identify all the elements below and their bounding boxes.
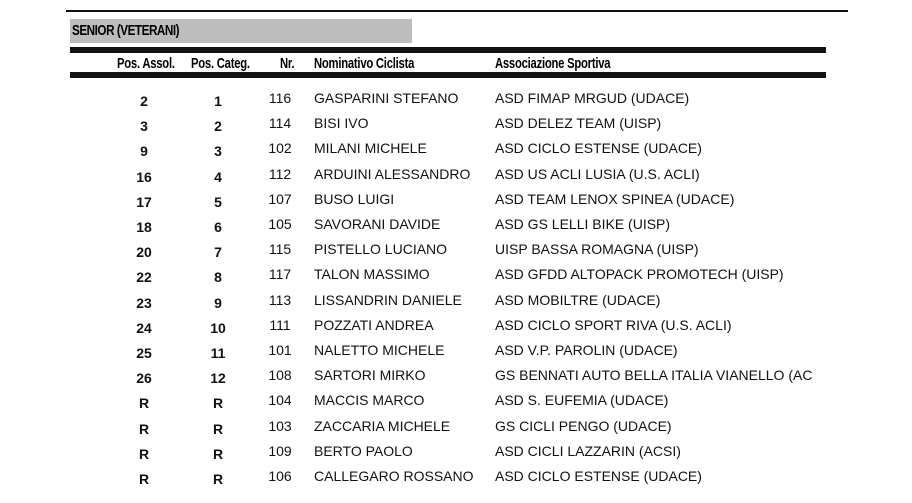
bib-number-cell: 111 <box>269 316 291 333</box>
association-cell: ASD CICLO ESTENSE (UDACE) <box>495 468 702 484</box>
pos-categ-cell: 12 <box>210 370 226 387</box>
pos-assol-cell: R <box>138 420 150 437</box>
pos-assol-cell: 16 <box>136 168 152 185</box>
rider-name-cell: ZACCARIA MICHELE <box>314 417 451 434</box>
pos-assol-cell: R <box>138 445 150 462</box>
association-cell: ASD US ACLI LUSIA (U.S. ACLI) <box>495 165 700 182</box>
pos-assol-cell: 24 <box>136 319 152 336</box>
table-row <box>0 89 912 114</box>
association-cell: ASD TEAM LENOX SPINEA (UDACE) <box>495 190 735 207</box>
bib-number-cell: 106 <box>268 468 292 484</box>
pos-assol-cell: 23 <box>136 294 152 311</box>
rider-name-cell: POZZATI ANDREA <box>314 316 434 333</box>
table-row <box>0 442 912 467</box>
pos-categ-cell: 4 <box>214 168 222 185</box>
pos-assol-cell: 20 <box>136 244 152 261</box>
rider-name-cell: MACCIS MARCO <box>314 392 425 409</box>
pos-categ-cell: R <box>212 420 224 437</box>
bib-number-cell: 107 <box>268 190 292 207</box>
rider-name-cell: SAVORANI DAVIDE <box>314 216 441 232</box>
pos-assol-cell: 9 <box>140 143 148 160</box>
header-pos-assol: Pos. Assol. <box>117 55 175 72</box>
pos-categ-cell: R <box>212 471 224 487</box>
table-row <box>0 316 912 341</box>
pos-assol-cell: R <box>138 395 150 412</box>
table-row <box>0 291 912 316</box>
pos-assol-cell: R <box>138 471 150 487</box>
bib-number-cell: 108 <box>268 367 292 384</box>
pos-categ-cell: 7 <box>214 244 222 261</box>
pos-categ-cell: R <box>212 395 224 412</box>
rider-name-cell: PISTELLO LUCIANO <box>314 241 448 258</box>
rider-name-cell: TALON MASSIMO <box>314 266 430 283</box>
association-cell: ASD CICLI LAZZARIN (ACSI) <box>495 442 681 459</box>
header-associazione: Associazione Sportiva <box>495 55 611 72</box>
bib-number-cell: 115 <box>268 241 292 258</box>
pos-categ-cell: 2 <box>214 118 222 135</box>
pos-categ-cell: 5 <box>214 193 222 210</box>
rider-name-cell: GASPARINI STEFANO <box>314 90 459 106</box>
association-cell: ASD GFDD ALTOPACK PROMOTECH (UISP) <box>495 266 784 283</box>
header-rule-top <box>70 47 826 53</box>
pos-assol-cell: 17 <box>136 193 152 210</box>
category-title: SENIOR (VETERANI) <box>72 22 180 39</box>
pos-categ-cell: 3 <box>214 143 222 160</box>
table-row <box>0 341 912 366</box>
table-row <box>0 467 912 492</box>
pos-assol-cell: 26 <box>136 370 152 387</box>
table-row <box>0 215 912 240</box>
bib-number-cell: 113 <box>268 291 292 308</box>
bib-number-cell: 112 <box>268 165 292 182</box>
rider-name-cell: ARDUINI ALESSANDRO <box>314 165 471 182</box>
bib-number-cell: 103 <box>268 417 292 434</box>
pos-categ-cell: 6 <box>214 219 222 235</box>
table-row <box>0 265 912 290</box>
rider-name-cell: CALLEGARO ROSSANO <box>314 468 474 484</box>
association-cell: ASD S. EUFEMIA (UDACE) <box>495 392 669 409</box>
header-nr: Nr. <box>280 55 295 72</box>
pos-categ-cell: R <box>212 445 224 462</box>
pos-assol-cell: 25 <box>136 345 152 361</box>
rider-name-cell: LISSANDRIN DANIELE <box>314 291 462 308</box>
category-banner <box>70 19 412 43</box>
rider-name-cell: BUSO LUIGI <box>314 190 395 207</box>
pos-assol-cell: 3 <box>140 118 148 135</box>
table-row <box>0 190 912 215</box>
association-cell: ASD MOBILTRE (UDACE) <box>495 291 661 308</box>
rider-name-cell: SARTORI MIRKO <box>314 367 426 384</box>
table-row <box>0 391 912 416</box>
rider-name-cell: BISI IVO <box>314 115 369 132</box>
association-cell: ASD FIMAP MRGUD (UDACE) <box>495 90 690 106</box>
association-cell: ASD CICLO ESTENSE (UDACE) <box>495 140 702 157</box>
bib-number-cell: 116 <box>268 90 292 106</box>
bib-number-cell: 117 <box>268 266 292 283</box>
top-rule <box>66 10 848 12</box>
pos-assol-cell: 18 <box>136 219 152 235</box>
pos-categ-cell: 10 <box>210 319 226 336</box>
association-cell: GS BENNATI AUTO BELLA ITALIA VIANELLO (AC <box>495 367 813 384</box>
table-row <box>0 114 912 139</box>
header-rule-bottom <box>70 72 826 78</box>
bib-number-cell: 104 <box>268 392 292 409</box>
rider-name-cell: MILANI MICHELE <box>314 140 427 157</box>
table-row <box>0 139 912 164</box>
association-cell: GS CICLI PENGO (UDACE) <box>495 417 672 434</box>
bib-number-cell: 105 <box>268 216 292 232</box>
table-row <box>0 366 912 391</box>
pos-categ-cell: 9 <box>214 294 222 311</box>
bib-number-cell: 101 <box>268 342 292 358</box>
bib-number-cell: 109 <box>268 442 292 459</box>
bib-number-cell: 114 <box>268 115 292 132</box>
table-row <box>0 417 912 442</box>
association-cell: ASD CICLO SPORT RIVA (U.S. ACLI) <box>495 316 732 333</box>
bib-number-cell: 102 <box>268 140 292 157</box>
association-cell: ASD V.P. PAROLIN (UDACE) <box>495 342 678 358</box>
rider-name-cell: BERTO PAOLO <box>314 442 413 459</box>
header-nominativo: Nominativo Ciclista <box>314 55 415 72</box>
rider-name-cell: NALETTO MICHELE <box>314 342 445 358</box>
pos-assol-cell: 22 <box>136 269 152 286</box>
pos-categ-cell: 11 <box>210 345 226 361</box>
pos-assol-cell: 2 <box>140 93 148 109</box>
table-row <box>0 240 912 265</box>
association-cell: UISP BASSA ROMAGNA (UISP) <box>495 241 699 258</box>
pos-categ-cell: 1 <box>214 93 222 109</box>
association-cell: ASD DELEZ TEAM (UISP) <box>495 115 662 132</box>
table-row <box>0 165 912 190</box>
association-cell: ASD GS LELLI BIKE (UISP) <box>495 216 671 232</box>
header-pos-categ: Pos. Categ. <box>191 55 250 72</box>
pos-categ-cell: 8 <box>214 269 222 286</box>
